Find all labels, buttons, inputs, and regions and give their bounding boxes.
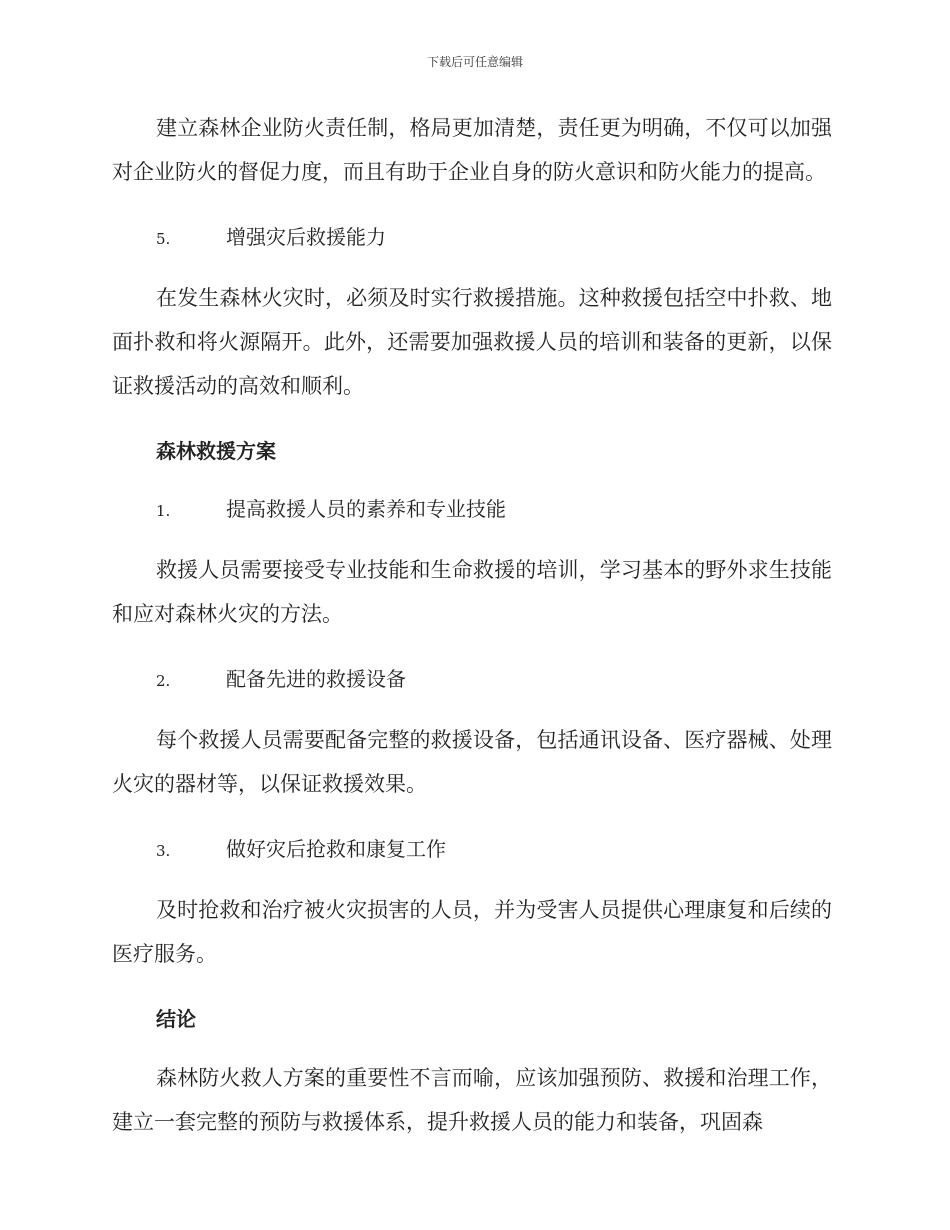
paragraph-fire-responsibility: 建立森林企业防火责任制，格局更加清楚，责任更为明确，不仅可以加强对企业防火的督促力度，而且有助于企业自身的防火意识和防火能力的提高。 (112, 116, 832, 184)
list-item-title: 配备先进的救援设备 (226, 667, 406, 691)
paragraph-rescue-measures: 在发生森林火灾时，必须及时实行救援措施。这种救援包括空中扑救、地面扑救和将火源隔开。此外，还需要加强救援人员的培训和装备的更新，以保证救援活动的高效和顺利。 (112, 286, 832, 398)
paragraph-training: 救援人员需要接受专业技能和生命救援的培训，学习基本的野外求生技能和应对森林火灾的方法。 (112, 558, 832, 626)
list-item-title: 增强灾后救援能力 (226, 225, 386, 249)
paragraph-conclusion: 森林防火救人方案的重要性不言而喻，应该加强预防、救援和治理工作，建立一套完整的预防与救援体系，提升救援人员的能力和装备，巩固森 (112, 1066, 832, 1134)
list-number: 1. (156, 502, 171, 520)
document-body (112, 106, 832, 1166)
list-item-title: 提高救援人员的素养和专业技能 (226, 497, 506, 521)
section-heading-rescue-plan: 森林救援方案 (156, 439, 276, 463)
paragraph-recovery: 及时抢救和治疗被火灾损害的人员，并为受害人员提供心理康复和后续的医疗服务。 (112, 898, 832, 966)
list-number: 5. (156, 230, 171, 248)
list-item-1 (112, 488, 832, 532)
list-item-title: 做好灾后抢救和康复工作 (226, 837, 446, 861)
list-item-5 (112, 216, 832, 260)
section-heading-conclusion: 结论 (156, 1007, 196, 1031)
list-number: 3. (156, 842, 171, 860)
paragraph-equipment: 每个救援人员需要配备完整的救援设备，包括通讯设备、医疗器械、处理火灾的器材等，以保证救援效果。 (112, 728, 832, 796)
list-number: 2. (156, 672, 171, 690)
page-header-note: 下载后可任意编辑 (426, 55, 523, 69)
list-item-3 (112, 828, 832, 872)
list-item-2 (112, 658, 832, 702)
